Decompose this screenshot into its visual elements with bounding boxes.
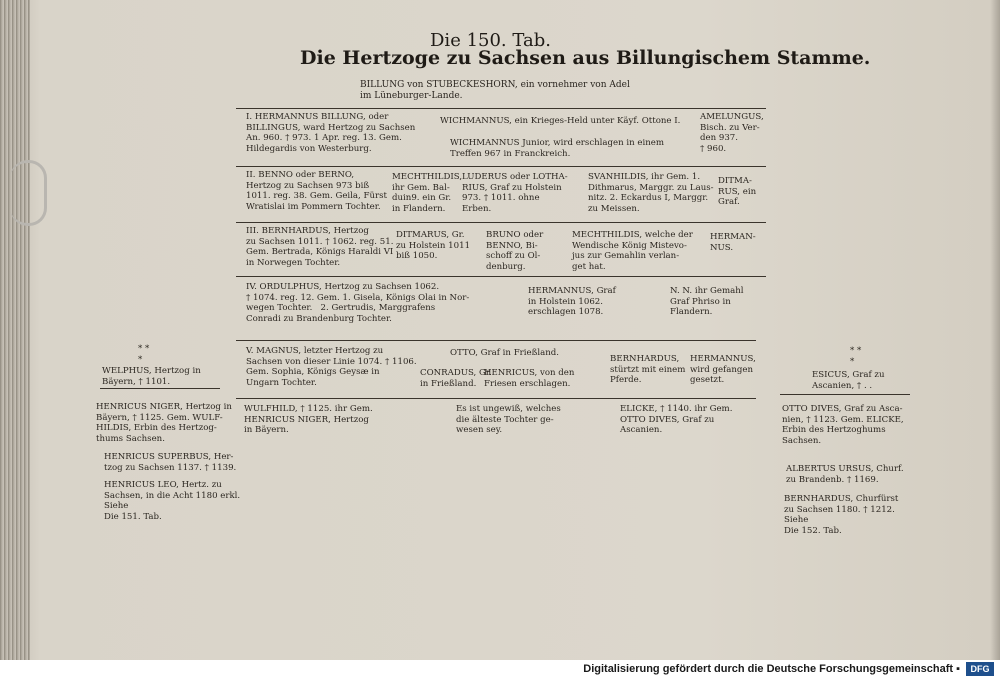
entry-esicus: ESICUS, Graf zu Ascanien, † . . (812, 370, 885, 391)
entry-hermannus-3: HERMAN- NUS. (710, 232, 756, 253)
rule-gen6 (236, 398, 756, 399)
right-asterisks: * * * (850, 346, 862, 367)
page-title: Die 150. Tab. (430, 30, 551, 51)
dfg-logo: DFG (966, 662, 994, 676)
rule-gen5 (236, 340, 756, 341)
entry-henricus-leo: HENRICUS LEO, Hertz. zu Sachsen, in die Acht 1180 erkl. Siehe Die 151. Tab. (104, 480, 241, 522)
page-heading: Die Hertzoge zu Sachsen aus Billungischem Stamme. (300, 47, 871, 69)
paper-clip (10, 160, 47, 226)
entry-henricus-niger: HENRICUS NIGER, Hertzog in Bäyern, † 1125. Gem. WULF- HILDIS, Erbin des Hertzog- thums Sachsen. (96, 402, 232, 444)
entry-svanhildis: SVANHILDIS, ihr Gem. 1. Dithmarus, Marggr. zu Laus- nitz. 2. Eckardus I, Marggr. zu Meissen. (588, 172, 714, 214)
entry-elicke: ELICKE, † 1140. ihr Gem. OTTO DIVES, Graf zu Ascanien. (620, 404, 733, 435)
entry-otto-friesland: OTTO, Graf in Frießland. (450, 348, 559, 358)
rule-gen3 (236, 222, 766, 223)
rule-gen4 (236, 276, 766, 277)
entry-benno: II. BENNO oder BERNO, Hertzog zu Sachsen 973 biß 1011. reg. 38. Gem. Geila, Fürst Wratislai im Pommern Tochter. (246, 170, 387, 212)
entry-nn: N. N. ihr Gemahl Graf Phriso in Flandern. (670, 286, 744, 317)
entry-conradus: CONRADUS, Gr. in Frießland. (420, 368, 492, 389)
entry-henricus-friesen: HENRICUS, von den Friesen erschlagen. (484, 368, 575, 389)
entry-albertus-ursus: ALBERTUS URSUS, Churf. zu Brandenb. † 1169. (786, 464, 904, 485)
entry-magnus: V. MAGNUS, letzter Hertzog zu Sachsen von dieser Linie 1074. † 1106. Gem. Sophia, Königs Geysæ in Ungarn Tochter. (246, 346, 417, 388)
entry-bernhardus-5: BERNHARDUS, stürtzt mit einem Pferde. (610, 354, 686, 385)
subtitle: BILLUNG von STUBECKESHORN, ein vornehmer von Adel im Lüneburger-Lande. (360, 80, 630, 101)
entry-otto-dives: OTTO DIVES, Graf zu Asca- nien, † 1123. Gem. ELICKE, Erbin des Hertzoghums Sachsen. (782, 404, 904, 446)
footer-credit: Digitalisierung gefördert durch die Deutsche Forschungsgemeinschaft ▪ (583, 663, 960, 675)
rule-gen2 (236, 166, 766, 167)
entry-bernhardus-right: BERNHARDUS, Churfürst zu Sachsen 1180. † 1212. Siehe Die 152. Tab. (784, 494, 899, 536)
entry-ordulphus: IV. ORDULPHUS, Hertzog zu Sachsen 1062. † 1074. reg. 12. Gem. 1. Gisela, Königs Olai in Nor- wegen Tochter. 2. Gertrudis, Marggrafens Conradi zu Brandenburg Tochter. (246, 282, 470, 324)
entry-mechthildis-2: MECHTHILDIS, ihr Gem. Bal- duin9. ein Gr. in Flandern. (392, 172, 463, 214)
entry-hermannus-5: HERMANNUS, wird gefangen gesetzt. (690, 354, 756, 385)
entry-ditmarus-3: DITMARUS, Gr. zu Holstein 1011 biß 1050. (396, 230, 471, 261)
entry-mechthildis-3: MECHTHILDIS, welche der Wendische König Mistevo- jus zur Gemahlin verlan- get hat. (572, 230, 693, 272)
footer-bar (0, 660, 1000, 680)
rule-right (780, 394, 910, 395)
entry-wichmannus-junior: WICHMANNUS Junior, wird erschlagen in einem Treffen 967 in Franckreich. (450, 138, 665, 159)
entry-bernhardus-3: III. BERNHARDUS, Hertzog zu Sachsen 1011. † 1062. reg. 51. Gem. Bertrada, Königs Haraldi VI in Norwegen Tochter. (246, 226, 394, 268)
entry-hermannus-billung: I. HERMANNUS BILLUNG, oder BILLINGUS, ward Hertzog zu Sachsen An. 960. † 973. 1 Apr. reg. 13. Gem. Hildegardis von Westerburg. (246, 112, 416, 154)
entry-amelungus: AMELUNGUS, Bisch. zu Ver- den 937. † 960. (700, 112, 764, 154)
entry-henricus-superbus: HENRICUS SUPERBUS, Her- tzog zu Sachsen 1137. † 1139. (104, 452, 237, 473)
rule-gen1 (236, 108, 766, 109)
entry-luderus: LUDERUS oder LOTHA- RIUS, Graf zu Holstein 973. † 1011. ohne Erben. (462, 172, 568, 214)
entry-ditmarus-2: DITMA- RUS, ein Graf. (718, 176, 757, 207)
entry-wulfhild: WULFHILD, † 1125. ihr Gem. HENRICUS NIGER, Hertzog in Bäyern. (244, 404, 373, 435)
entry-welphus: WELPHUS, Hertzog in Bäyern, † 1101. (102, 366, 201, 387)
entry-uncertain-note: Es ist ungewiß, welches die älteste Tochter ge- wesen sey. (456, 404, 561, 435)
entry-wichmannus: WICHMANNUS, ein Krieges-Held unter Käyf. Ottone I. (440, 116, 681, 126)
page-edge (0, 0, 30, 660)
left-asterisks: * * * (138, 344, 150, 365)
entry-hermannus-4: HERMANNUS, Graf in Holstein 1062. erschlagen 1078. (528, 286, 616, 317)
entry-bruno: BRUNO oder BENNO, Bi- schoff zu Ol- denburg. (486, 230, 544, 272)
rule-left (100, 388, 220, 389)
